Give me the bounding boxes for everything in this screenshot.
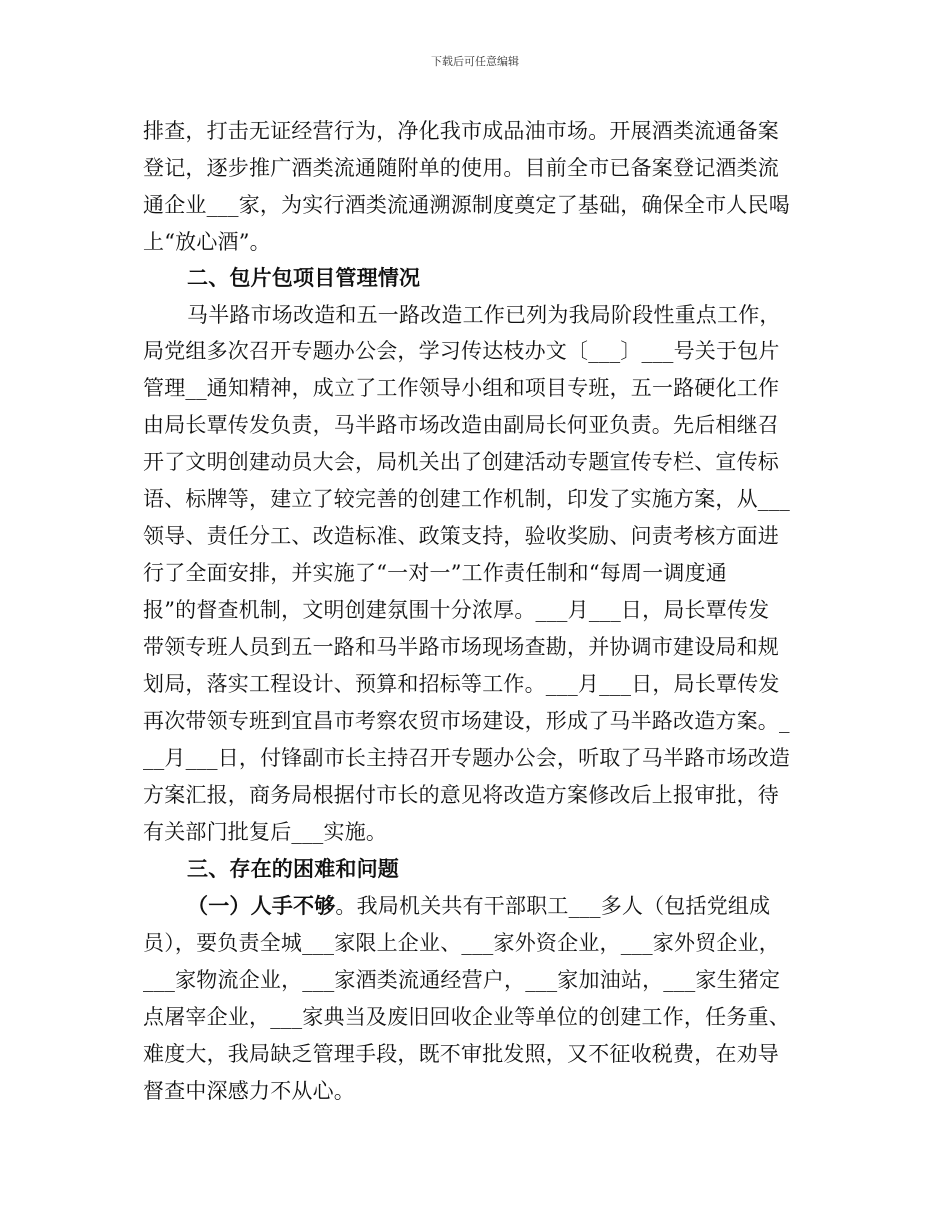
paragraph-line: 管理__通知精神，成立了工作领导小组和项目专班，五一路硬化工作 [143,376,780,400]
subheading-inline: （一）人手不够 [187,893,336,918]
paragraph-line: 点屠宰企业，___家典当及废旧回收企业等单位的创建工作，任务重、 [143,1005,790,1029]
paragraph-line: 员），要负责全城___家限上企业、___家外资企业，___家外贸企业， [143,931,780,955]
paragraph-line: 督查中深感力不从心。 [143,1079,355,1103]
paragraph-line: 划局，落实工程设计、预算和招标等工作。___月___日，局长覃传发 [143,672,780,696]
paragraph-line: 开了文明创建动员大会，局机关出了创建活动专题宣传专栏、宣传标 [143,450,779,474]
paragraph-line: 难度大，我局缺乏管理手段，既不审批发照，又不征收税费，在劝导 [143,1042,779,1066]
paragraph-line [187,887,770,925]
paragraph-line: 登记，逐步推广酒类流通随附单的使用。目前全市已备案登记酒类流 [143,156,779,180]
paragraph-text: 。我局机关共有干部职工___多人（包括党组成 [335,894,771,918]
paragraph-line: __月___日，付锋副市长主持召开专题办公会，听取了马半路市场改造 [143,746,791,770]
paragraph-line: 再次带领专班到宜昌市考察农贸市场建设，形成了马半路改造方案。_ [143,709,790,733]
paragraph-line: 通企业___家，为实行酒类流通溯源制度奠定了基础，确保全市人民喝 [143,193,790,217]
paragraph-line: 方案汇报，商务局根据付市长的意见将改造方案修改后上报审批，待 [143,783,779,807]
paragraph-line: 报”的督查机制，文明创建氛围十分浓厚。___月___日，局长覃传发 [143,598,770,622]
paragraph-line: ___家物流企业，___家酒类流通经营户，___家加油站，___家生猪定 [143,968,781,992]
paragraph-line: 由局长覃传发负责，马半路市场改造由副局长何亚负责。先后相继召 [143,413,779,437]
paragraph-line: 有关部门批复后___实施。 [143,820,388,844]
paragraph-line: 行了全面安排，并实施了“一对一”工作责任制和“每周一调度通 [143,561,728,585]
paragraph-line: 马半路市场改造和五一路改造工作已列为我局阶段性重点工作， [187,303,781,327]
paragraph-line: 排查，打击无证经营行为，净化我市成品油市场。开展酒类流通备案 [143,119,779,143]
paragraph-line: 语、标牌等，建立了较完善的创建工作机制，印发了实施方案，从___ [143,487,790,511]
paragraph-line: 带领专班人员到五一路和马半路市场现场查勘，并协调市建设局和规 [143,635,779,659]
paragraph-line: 上“放心酒”。 [143,230,271,254]
paragraph-line: 局党组多次召开专题办公会，学习传达枝办文〔___〕___号关于包片 [143,339,780,363]
section-heading-2: 二、包片包项目管理情况 [187,265,421,290]
page-header: 下载后可任意编辑 [431,55,519,68]
section-heading-3: 三、存在的困难和问题 [187,856,399,881]
paragraph-line: 领导、责任分工、改造标准、政策支持，验收奖励、问责考核方面进 [143,524,779,548]
